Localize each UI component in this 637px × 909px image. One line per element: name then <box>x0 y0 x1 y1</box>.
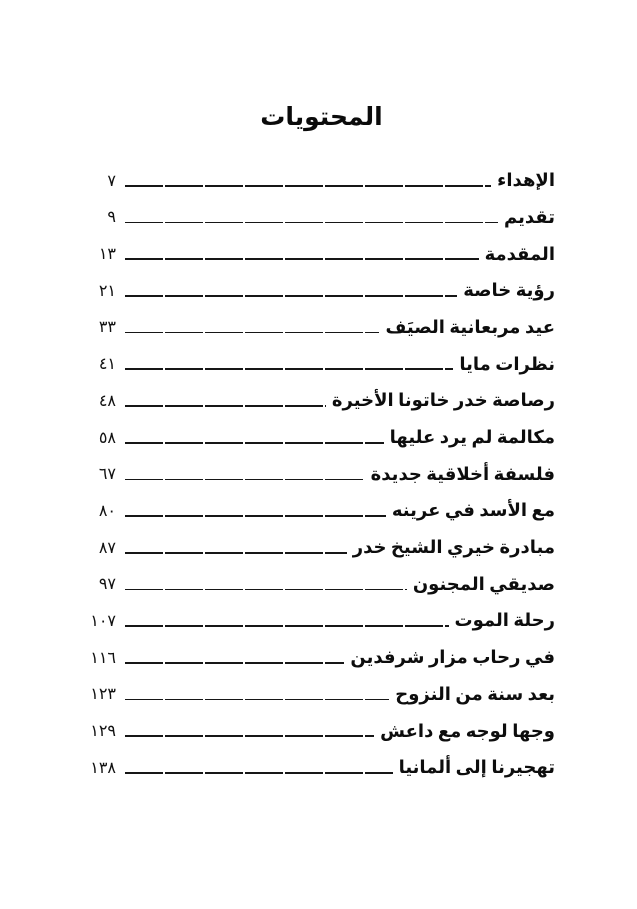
toc-page-number: ٩٧ <box>98 576 116 594</box>
toc-page-number: ٤١ <box>98 356 116 374</box>
toc-list <box>88 155 555 779</box>
toc-entry <box>88 338 555 375</box>
toc-leader-line <box>125 258 479 260</box>
toc-entry-title: بعد سنة من النزوح <box>395 683 555 704</box>
toc-leader-line <box>125 772 393 774</box>
toc-page-number: ٩ <box>107 209 116 227</box>
toc-leader-line <box>125 479 365 481</box>
toc-leader-line <box>125 589 407 591</box>
toc-entry <box>88 742 555 779</box>
toc-page-number: ٨٧ <box>98 539 116 557</box>
toc-entry-title: صديقي المجنون <box>412 573 555 594</box>
toc-leader-line <box>125 515 386 517</box>
toc-entry <box>88 705 555 742</box>
toc-leader-line <box>125 625 449 627</box>
toc-entry <box>88 192 555 229</box>
toc-leader-line <box>125 552 347 554</box>
toc-leader-line <box>125 662 344 664</box>
toc-leader-line <box>125 332 379 334</box>
toc-entry <box>88 595 555 632</box>
toc-page-number: ١٢٣ <box>90 686 116 704</box>
toc-entry-title: مبادرة خيري الشيخ خدر <box>352 537 555 558</box>
toc-page-number: ١٣٨ <box>90 759 116 777</box>
toc-leader-line <box>125 185 491 187</box>
toc-page-number: ١١٦ <box>90 649 116 667</box>
toc-entry-title: وجها لوجه مع داعش <box>380 720 555 741</box>
toc-entry-title: الإهداء <box>497 170 555 191</box>
toc-entry-title: رحلة الموت <box>454 610 555 631</box>
toc-entry <box>88 522 555 559</box>
toc-entry-title: تقديم <box>504 206 555 227</box>
toc-page-number: ٨٠ <box>98 502 116 520</box>
toc-entry <box>88 265 555 302</box>
toc-page-number: ٥٨ <box>98 429 116 447</box>
toc-leader-line <box>125 222 498 224</box>
toc-entry <box>88 485 555 522</box>
toc-entry <box>88 449 555 486</box>
toc-entry <box>88 559 555 596</box>
toc-entry <box>88 155 555 192</box>
toc-entry-title: مكالمة لم يرد عليها <box>389 427 555 447</box>
toc-entry-title: عيد مربعانية الصيَف <box>385 316 555 337</box>
toc-leader-line <box>125 295 457 297</box>
toc-page-number: ٦٧ <box>98 466 116 484</box>
toc-leader-line <box>125 368 453 370</box>
toc-page-number: ٤٨ <box>98 392 116 410</box>
toc-entry-title: المقدمة <box>484 243 555 264</box>
toc-entry <box>88 375 555 412</box>
toc-entry <box>88 302 555 339</box>
toc-entry <box>88 632 555 669</box>
toc-entry-title: رصاصة خدر خاتونا الأخيرة <box>331 390 555 411</box>
toc-leader-line <box>125 735 374 737</box>
toc-entry-title: في رحاب مزار شرفدين <box>350 647 555 668</box>
toc-entry-title: رؤية خاصة <box>463 280 555 301</box>
toc-entry-title: مع الأسد في عرينه <box>391 500 555 521</box>
toc-entry <box>88 228 555 265</box>
toc-page-number: ٣٣ <box>98 319 116 337</box>
toc-page-number: ٧ <box>107 172 116 190</box>
page-title: المحتويات <box>260 104 383 131</box>
toc-entry-title: نظرات مايا <box>459 353 555 374</box>
toc-leader-line <box>125 405 326 407</box>
toc-entry-title: فلسفة أخلاقية جديدة <box>370 463 555 484</box>
toc-page-number: ١٠٧ <box>90 612 116 630</box>
toc-entry <box>88 669 555 706</box>
toc-page-number: ١٣ <box>98 246 116 264</box>
toc-page-number: ١٢٩ <box>90 723 116 740</box>
toc-page-number: ٢١ <box>98 282 116 300</box>
toc-leader-line <box>125 442 384 444</box>
toc-leader-line <box>125 699 389 701</box>
toc-entry <box>88 412 555 449</box>
toc-entry-title: تهجيرنا إلى ألمانيا <box>398 757 555 778</box>
